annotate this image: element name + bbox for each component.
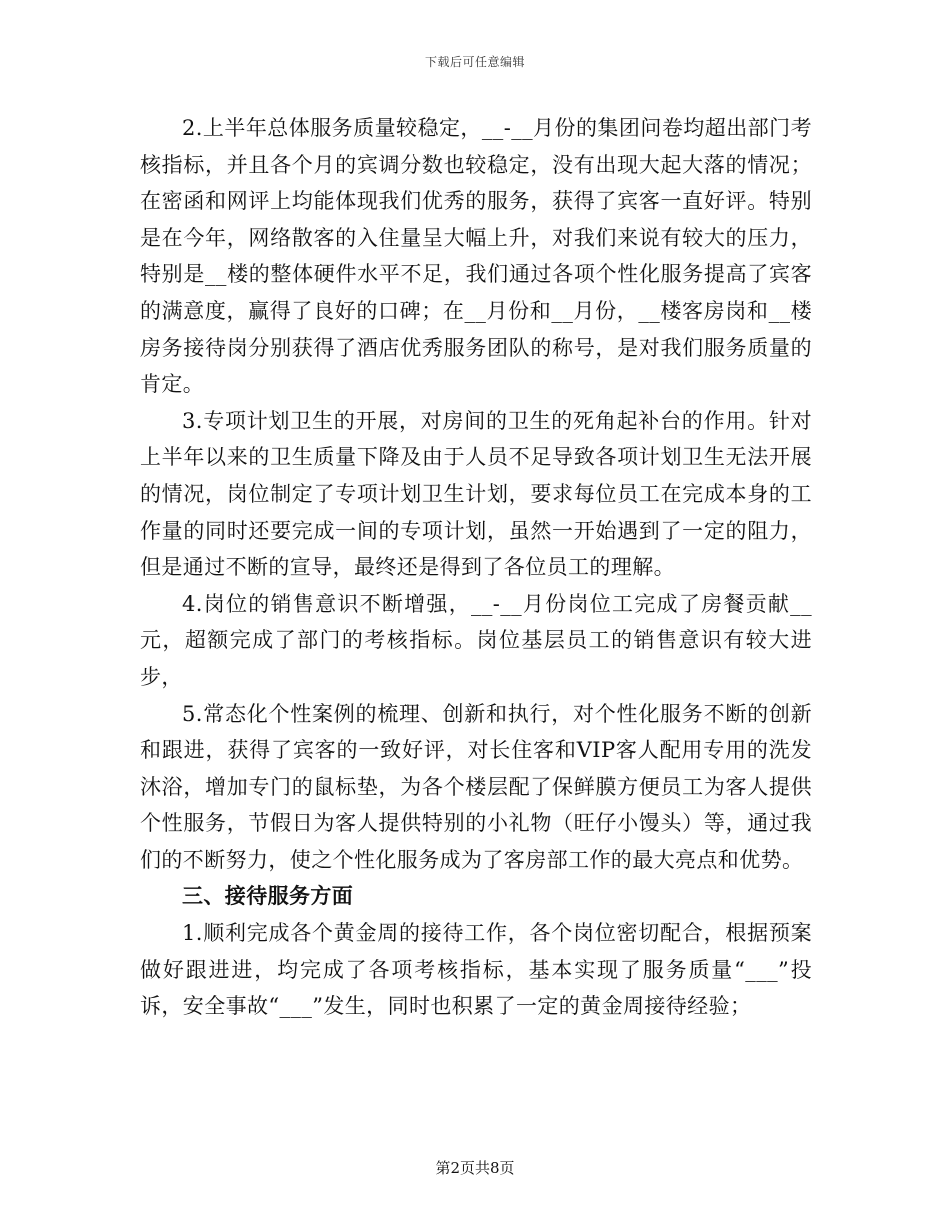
document-body xyxy=(140,110,812,1025)
section-heading-reception: 三、接待服务方面 xyxy=(182,883,354,909)
header-note: 下载后可任意编辑 xyxy=(424,55,525,69)
paragraph-service-quality: 2.上半年总体服务质量较稳定，__-__月份的集团问卷均超出部门考核指标，并且各个月的宾调分数也较稳定，没有出现大起大落的情况；在密函和网评上均能体现我们优秀的服务，获得了宾客一直好评。特别是在今年，网络散客的入住量呈大幅上升，对我们来说有较大的压力，特别是__楼的整体硬件水平不足，我们通过各项个性化服务提高了宾客的满意度，赢得了良好的口碑；在__月份和__月份，__楼客房岗和__楼房务接待岗分别获得了酒店优秀服务团队的称号，是对我们服务质量的肯定。 xyxy=(140,116,812,397)
page-number-footer: 第2页共8页 xyxy=(435,1159,515,1177)
paragraph-golden-week: 1.顺利完成各个黄金周的接待工作，各个岗位密切配合，根据预案做好跟进进，均完成了各项考核指标，基本实现了服务质量“___”投诉，安全事故“___”发生，同时也积累了一定的黄金周接待经验； xyxy=(140,921,812,1019)
paragraph-special-cleaning: 3.专项计划卫生的开展，对房间的卫生的死角起补台的作用。针对上半年以来的卫生质量下降及由于人员不足导致各项计划卫生无法开展的情况，岗位制定了专项计划卫生计划，要求每位员工在完成本身的工作量的同时还要完成一间的专项计划，虽然一开始遇到了一定的阻力，但是通过不断的宣导，最终还是得到了各位员工的理解。 xyxy=(140,408,812,580)
paragraph-sales-awareness: 4.岗位的销售意识不断增强，__-__月份岗位工完成了房餐贡献__元，超额完成了部门的考核指标。岗位基层员工的销售意识有较大进步， xyxy=(140,591,812,689)
paragraph-personalized-service: 5.常态化个性案例的梳理、创新和执行，对个性化服务不断的创新和跟进，获得了宾客的一致好评，对长住客和VIP客人配用专用的洗发沐浴，增加专门的鼠标垫，为各个楼层配了保鲜膜方便员工为客人提供个性服务，节假日为客人提供特别的小礼物（旺仔小馒头）等，通过我们的不断努力，使之个性化服务成为了客房部工作的最大亮点和优势。 xyxy=(140,701,812,872)
